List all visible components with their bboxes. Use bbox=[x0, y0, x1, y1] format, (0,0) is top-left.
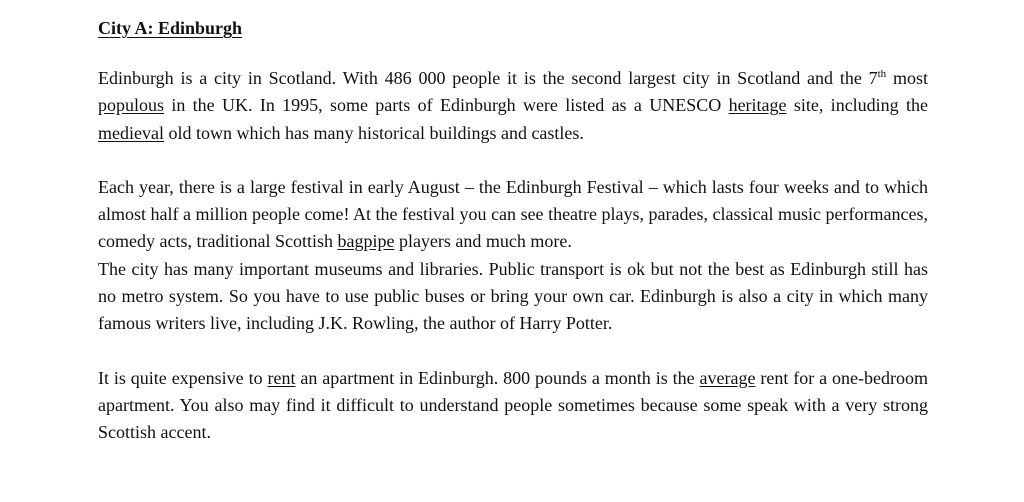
paragraph-text: site, including the bbox=[786, 95, 928, 116]
paragraph-text: players and much more. bbox=[394, 231, 572, 252]
paragraph-text: rent for a one-bedroom apartment. You also may find it difficult to understand people sometimes because some speak with a very strong Scottish accent. bbox=[98, 367, 928, 443]
vocab-word-heritage: heritage bbox=[728, 95, 787, 116]
ordinal-suffix: th bbox=[877, 68, 887, 80]
paragraph-city-life: The city has many important museums and libraries. Public transport is ok but not the best as Edinburgh still has no metro system. So you have to use public buses or bring your own car. Edinburgh is also a city in which many famous writers live, including J.K. Rowling, the author of Harry Potter. bbox=[98, 258, 928, 334]
vocab-word-medieval: medieval bbox=[98, 122, 164, 143]
vocab-word-bagpipe: bagpipe bbox=[337, 231, 395, 252]
vocab-word-average: average bbox=[699, 367, 756, 388]
paragraph-cost bbox=[98, 365, 928, 447]
document-title: City A: Edinburgh bbox=[98, 18, 243, 38]
paragraph-text: in the UK. In 1995, some parts of Edinburgh were listed as a UNESCO bbox=[164, 95, 729, 116]
paragraph-festival bbox=[98, 174, 928, 256]
paragraph-text: old town which has many historical buildings and castles. bbox=[163, 122, 584, 143]
paragraph-text: an apartment in Edinburgh. 800 pounds a month is the bbox=[295, 367, 700, 388]
vocab-word-rent: rent bbox=[267, 367, 296, 388]
paragraph-introduction bbox=[98, 65, 928, 147]
vocab-word-populous: populous bbox=[98, 95, 165, 116]
paragraph-text: most bbox=[886, 68, 928, 88]
paragraph-text: Each year, there is a large festival in early August – the Edinburgh Festival – which lasts four weeks and to which almost half a million people come! At the festival you can see theatre plays, parades, classical music performances, comedy acts, traditional Scottish bbox=[98, 176, 928, 252]
paragraph-text: It is quite expensive to bbox=[98, 367, 268, 388]
paragraph-text: Edinburgh is a city in Scotland. With 486 000 people it is the second largest city in Scotland and the 7 bbox=[98, 68, 878, 88]
document-page bbox=[98, 14, 928, 447]
